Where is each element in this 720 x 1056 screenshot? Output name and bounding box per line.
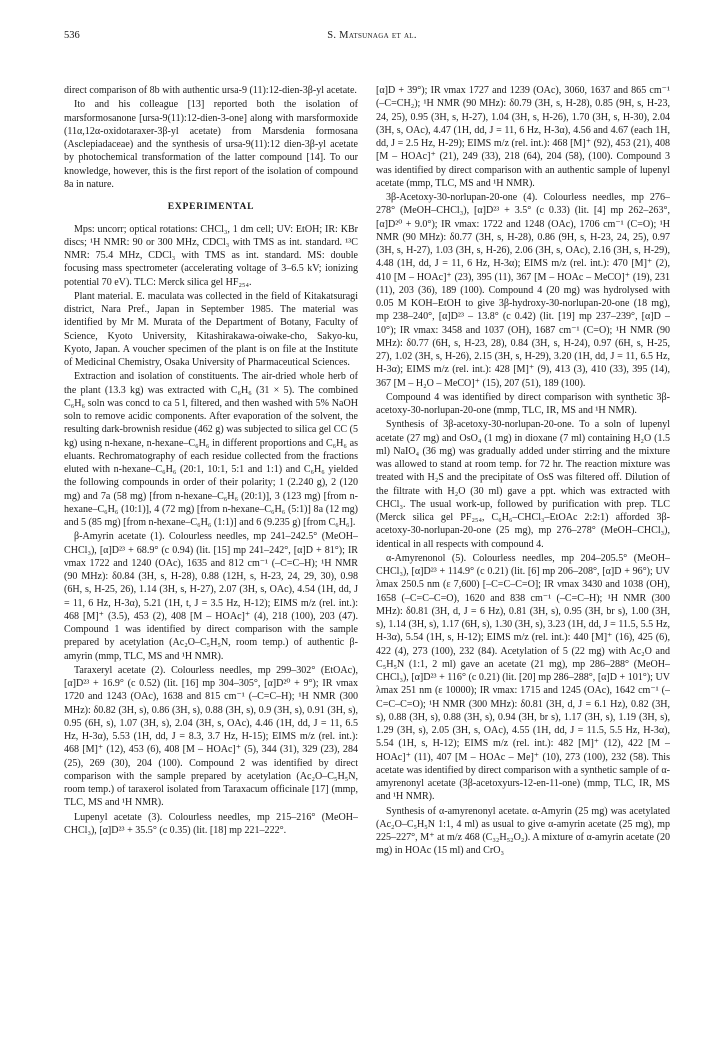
running-head [64,30,680,46]
paragraph-synthesis-norlupanone: Synthesis of 3β-acetoxy-30-norlupan-20-one. To a soln of lupenyl acetate (27 mg) and OsO₄ (1 mg) in dioxane (7 ml) containing H₂O (1.5 ml) NaIO₄ (36 mg) was gradually added under stirring and the mixture was allowed to stand at room temp. for 72 hr. The reaction mixture was treated with H₂S and the precipitate of OsS was filtered off. Dilution of the filtrate with H₂O (30 ml) gave a ppt. which was extracted with CHCl₃. The usual work-up, followed by purification with prep. TLC (Merck silica gel PF₂₅₄, C₆H₆–CHCl₃–EtOAc 2:2:1) afforded 3β-acetoxy-30-norlupan-20-one (25 mg), mp 276–278° (MeOH–CHCl₃), identical in all respects with compound 4. [376,419,670,550]
paragraph: Mps: uncorr; optical rotations: CHCl₃, 1 dm cell; UV: EtOH; IR: KBr discs; ¹H NMR: 90 or 300 MHz, CDCl₃ with TMS as int. standard. ¹³C NMR: 75.4 MHz, CDCl₃ with TMS as int. standard. MS: double focusing mass spectrometer (accelerating voltage of 3–6.5 kV; ionizing potential 70 eV). TLC: Merck silica gel HF₂₅₄. [64,223,358,288]
paragraph-compound-4: 3β-Acetoxy-30-norlupan-20-one (4). Colourless needles, mp 276–278° (MeOH–CHCl₃), [α]D²³ + 3.5° (c 0.33) (lit. [4] mp 262–263°, [α]D²⁰ + 9.0°); IR νmax: 1722 and 1248 (OAc), 1706 cm⁻¹ (C=O); ¹H NMR (90 MHz): δ0.77 (3H, s, H-28), 0.86 (9H, s, H-23, 24, 25), 0.97 (3H, s, H-27), 1.03 (3H, s, H-26), 2.06 (3H, s, OAc), 2.16 (3H, s, H-29), 4.48 (1H, dd, J = 11, 6 Hz, H-3α); EIMS m/z (rel. int.): 470 [M]⁺ (2), 410 [M – HOAc]⁺ (23), 395 (11), 367 [M – HOAc – MeCO]⁺ (19), 231 (11), 203 (36), 189 (100). Compound 4 (20 mg) was hydrolysed with 0.05 M KOH–EtOH to give 3β-hydroxy-30-norlupan-20-one (18 mg), mp 238–240°, [α]D²³ – 13.8° (c 0.42) (lit. [19] mp 237–239°, [α]D – 10°); IR νmax: 3458 and 1037 (OH), 1687 cm⁻¹ (C=O); ¹H NMR (90 MHz): δ0.77 (6H, s, H-23, 28), 0.84 (3H, s, H-24), 0.97 (6H, s, H-25, 27), 1.02 (3H, s, H-26), 2.15 (3H, s, H-29), 3.20 (1H, dd, J = 11, 6.5 Hz, H-3α); EIMS m/z (rel. int.): 428 [M]⁺ (9), 413 (3), 410 (33), 395 (14), 367 [M – H₂O – MeCO]⁺ (15), 207 (51), 189 (100). [376,192,670,389]
running-head-authors: S. Matsunaga et al. [327,30,417,41]
paragraph-compound-5: α-Amyrenonol (5). Colourless needles, mp 204–205.5° (MeOH–CHCl₃), [α]D²³ + 114.9° (c 0.21) (lit. [6] mp 206–208°, [α]D + 96°); UV λmax 250.5 nm (ε 7,600) [–C=C–C=O]; IR νmax 3430 and 1038 (OH), 1658 (–C=C–C=O), 1620 and 838 cm⁻¹ (–C=C–H); ¹H NMR (300 MHz): δ0.81 (3H, d, J = 6 Hz), 0.81 (3H, s), 0.95 (3H, br s), 1.00 (3H, s), 1.14 (3H, s), 1.17 (6H, s), 1.30 (3H, s), 3.23 (1H, dd, J = 11.5, 5.5 Hz, H-3α), 5.54 (1H, s, H-12); EIMS m/z (rel. int.): 440 [M]⁺ (16), 425 (6), 422 (4), 273 (100), 232 (84). Acetylation of 5 (22 mg) with Ac₂O and C₅H₅N (1:1, 2 ml) gave an acetate (21 mg), mp 286–288° (MeOH–CHCl₃), [α]D²³ + 116° (c 0.21) (lit. [20] mp 286–288°, [α]D + 101°); UV λmax 251 nm (ε 10000); IR νmax: 1715 and 1245 (OAc), 1642 cm⁻¹ (–C=C–C=O); ¹H NMR (300 MHz): δ0.81 (3H, d, J = 6.1 Hz), 0.82 (3H, s), 0.88 (3H, s), 0.88 (3H, s), 0.94 (3H, br s), 1.17 (3H, s), 1.19 (3H, s), 1.29 (3H, s), 2.05 (3H, s, OAc), 4.55 (1H, dd, J = 11.5, 5.5 Hz, H-3α), 5.54 (1H, s, H-12); EIMS m/z (rel. int.): 482 [M]⁺ (12), 422 [M – HOAc]⁺ (11), 407 [M – HOAc – Me]⁺ (10), 273 (100), 232 (58). This acetate was identified by direct comparison with a synthetic sample of α-amyrenonyl acetate (3β-acetoxyurs-12-en-11-one) (mmp, TLC, IR, MS and ¹H NMR). [376,552,670,803]
paragraph-plant-material: Plant material. E. maculata was collected in the field of Kitakatsuragi district, Nara Pref., Japan in September 1985. The material was identified by Mr M. Murata of the Department of Botany, Faculty of Science, Kyoto University, Kitashirakawa-oiwake-cho, Sakyo-ku, Kyoto, Japan. A voucher specimen of the plant is on file at the Institute of Medicinal Chemistry, Osaka University of Pharmaceutical Sciences. [64,290,358,369]
paragraph: direct comparison of 8b with authentic ursa-9 (11):12-dien-3β-yl acetate. [64,85,357,96]
paragraph-compound-3: Lupenyl acetate (3). Colourless needles, mp 215–216° (MeOH–CHCl₃), [α]D²³ + 35.5° (c 0.35) (lit. [18] mp 221–222°. [64,811,358,836]
paragraph: Compound 4 was identified by direct comparison with synthetic 3β-acetoxy-30-norlupan-20-one (mmp, TLC, IR, MS and ¹H NMR). [376,391,670,416]
left-column [64,84,358,1034]
paragraph-synthesis-amyrenonyl: Synthesis of α-amyrenonyl acetate. α-Amyrin (25 mg) was acetylated (Ac₂O–C₅H₅N 1:1, 4 ml) as usual to give α-amyrin acetate (25 mg), mp 225–227°, M⁺ at m/z 468 (C₃₂H₅₂O₂). A mixture of α-amyrin acetate (20 mg) in HOAc (15 ml) and CrO₃ [376,805,670,857]
paragraph: Ito and his colleague [13] reported both the isolation of marsformosanone [ursa-9(11):12-dien-3-one] along with marsformoxide (11α,12α-oxidotaraxer-3β-yl acetate) from Marsdenia formosana (Asclepiadaceae) and the synthesis of ursa-9(11):12 dien-3β-yl acetate by photochemical transformation of the latter compound [14]. To our knowledge, however, this is the first report of the isolation of compound 8a in nature. [64,99,358,190]
page-number: 536 [64,30,80,41]
section-heading-experimental: EXPERIMENTAL [167,202,255,212]
paragraph-compound-2: Taraxeryl acetate (2). Colourless needles, mp 299–302° (EtOAc), [α]D²³ + 16.9° (c 0.52) (lit. [16] mp 304–305°, [α]D²⁰ + 9°); IR νmax 1720 and 1243 (OAc), 1638 and 815 cm⁻¹ (–C=C–H); ¹H NMR (300 MHz): δ0.82 (3H, s), 0.86 (3H, s), 0.88 (3H, s), 0.9 (3H, s), 0.91 (3H, s), 0.95 (6H, s), 1.07 (3H, s), 2.04 (3H, s, OAc), 4.46 (1H, dd, J = 11, 6.5 Hz, H-3α), 5.53 (1H, dd, J = 8.3, 3.7 Hz, H-15); EIMS m/z (rel. int.): 468 [M]⁺ (12), 453 (6), 408 [M – HOAc]⁺ (5), 344 (31), 329 (23), 284 (25), 269 (30), 204 (100). Compound 2 was identified by direct comparison with the sample prepared by acetylation (Ac₂O–C₅H₅N, room temp.) of taraxerol isolated from Taraxacum officinale [17] (mmp, TLC, MS and ¹H NMR). [64,664,358,809]
right-column [376,84,670,1034]
paragraph: [α]D + 39°); IR νmax 1727 and 1239 (OAc), 3060, 1637 and 865 cm⁻¹ (–C=CH₂); ¹H NMR (90 MHz): δ0.79 (3H, s, H-28), 0.85 (9H, s, H-23, 24, 25), 0.95 (3H, s, H-27), 1.04 (3H, s, H-26), 1.70 (3H, s, H-30), 2.04 (3H, s, OAc), 4.47 (1H, dd, J = 11, 6 Hz, H-3α), 4.56 and 4.67 (each 1H, dd, J = 2.5 Hz, H-29); EIMS m/z (rel. int.): 468 [M]⁺ (92), 453 (21), 408 [M – HOAc]⁺ (21), 249 (33), 218 (64), 204 (58), (100). Compound 3 was identified by direct comparison with an authentic sample of lupenyl acetate (mmp, TLC, MS and ¹H NMR). [376,85,670,189]
paragraph-compound-1: β-Amyrin acetate (1). Colourless needles, mp 241–242.5° (MeOH–CHCl₃), [α]D²³ + 68.9° (c 0.94) (lit. [15] mp 241–242°, [α]D + 81°); IR νmax 1722 and 1240 (OAc), 1635 and 812 cm⁻¹ (–C=C–H); ¹H NMR (90 MHz): δ0.84 (3H, s, H-28), 0.88 (12H, s, H-23, 24, 29, 30), 0.98 (6H, s, H-25, 26), 1.14 (3H, s, H-27), 2.07 (3H, s, OAc), 4.54 (1H, dd, J = 11, 6 Hz, H-3α), 5.21 (1H, t, J = 3.5 Hz, H-12); EIMS m/z (rel. int.): 468 [M]⁺ (3.5), 453 (2), 408 [M – HOAc]⁺ (4), 218 (100), 203 (47). Compound 1 was identified by direct comparison with the sample prepared by acetylation (Ac₂O–C₅H₅N, room temp.) of authentic β-amyrin (mmp, TLC, MS and ¹H NMR). [64,531,358,662]
paragraph-extraction: Extraction and isolation of constituents. The air-dried whole herb of the plant (13.3 kg) was extracted with C₆H₆ (31 × 5). The combined C₆H₆ soln was concd to ca 5 l, filtered, and then washed with 5% NaOH soln to remove acidic components. After evaporation of the solvent, the resulting dark-brownish residue (462 g) was subjected to silica gel CC (5 kg) using n-hexane, n-hexane–C₆H₆ in different proportions and C₆H₆ as eluants. Rechromatography of each residue collected from the fractions eluted with n-hexane–C₆H₆ (20:1, 10:1, 5:1 and 1:1) and C₆H₆ yielded the following compounds in order of their polarity; 1 (2.240 g), 2 (120 mg) and 7a (58 mg) [from n-hexane–C₆H₆ (20:1)], 3 (123 mg) [from n-hexane–C₆H₆ (10:1)], 4 (72 mg) [from n-hexane–C₆H₆ (5:1)] 8a (12 mg) and 5 (85 mg) [from n-hexane–C₆H₆ (1:1)] and 6 (9.235 g) [from C₆H₆]. [64,371,358,529]
